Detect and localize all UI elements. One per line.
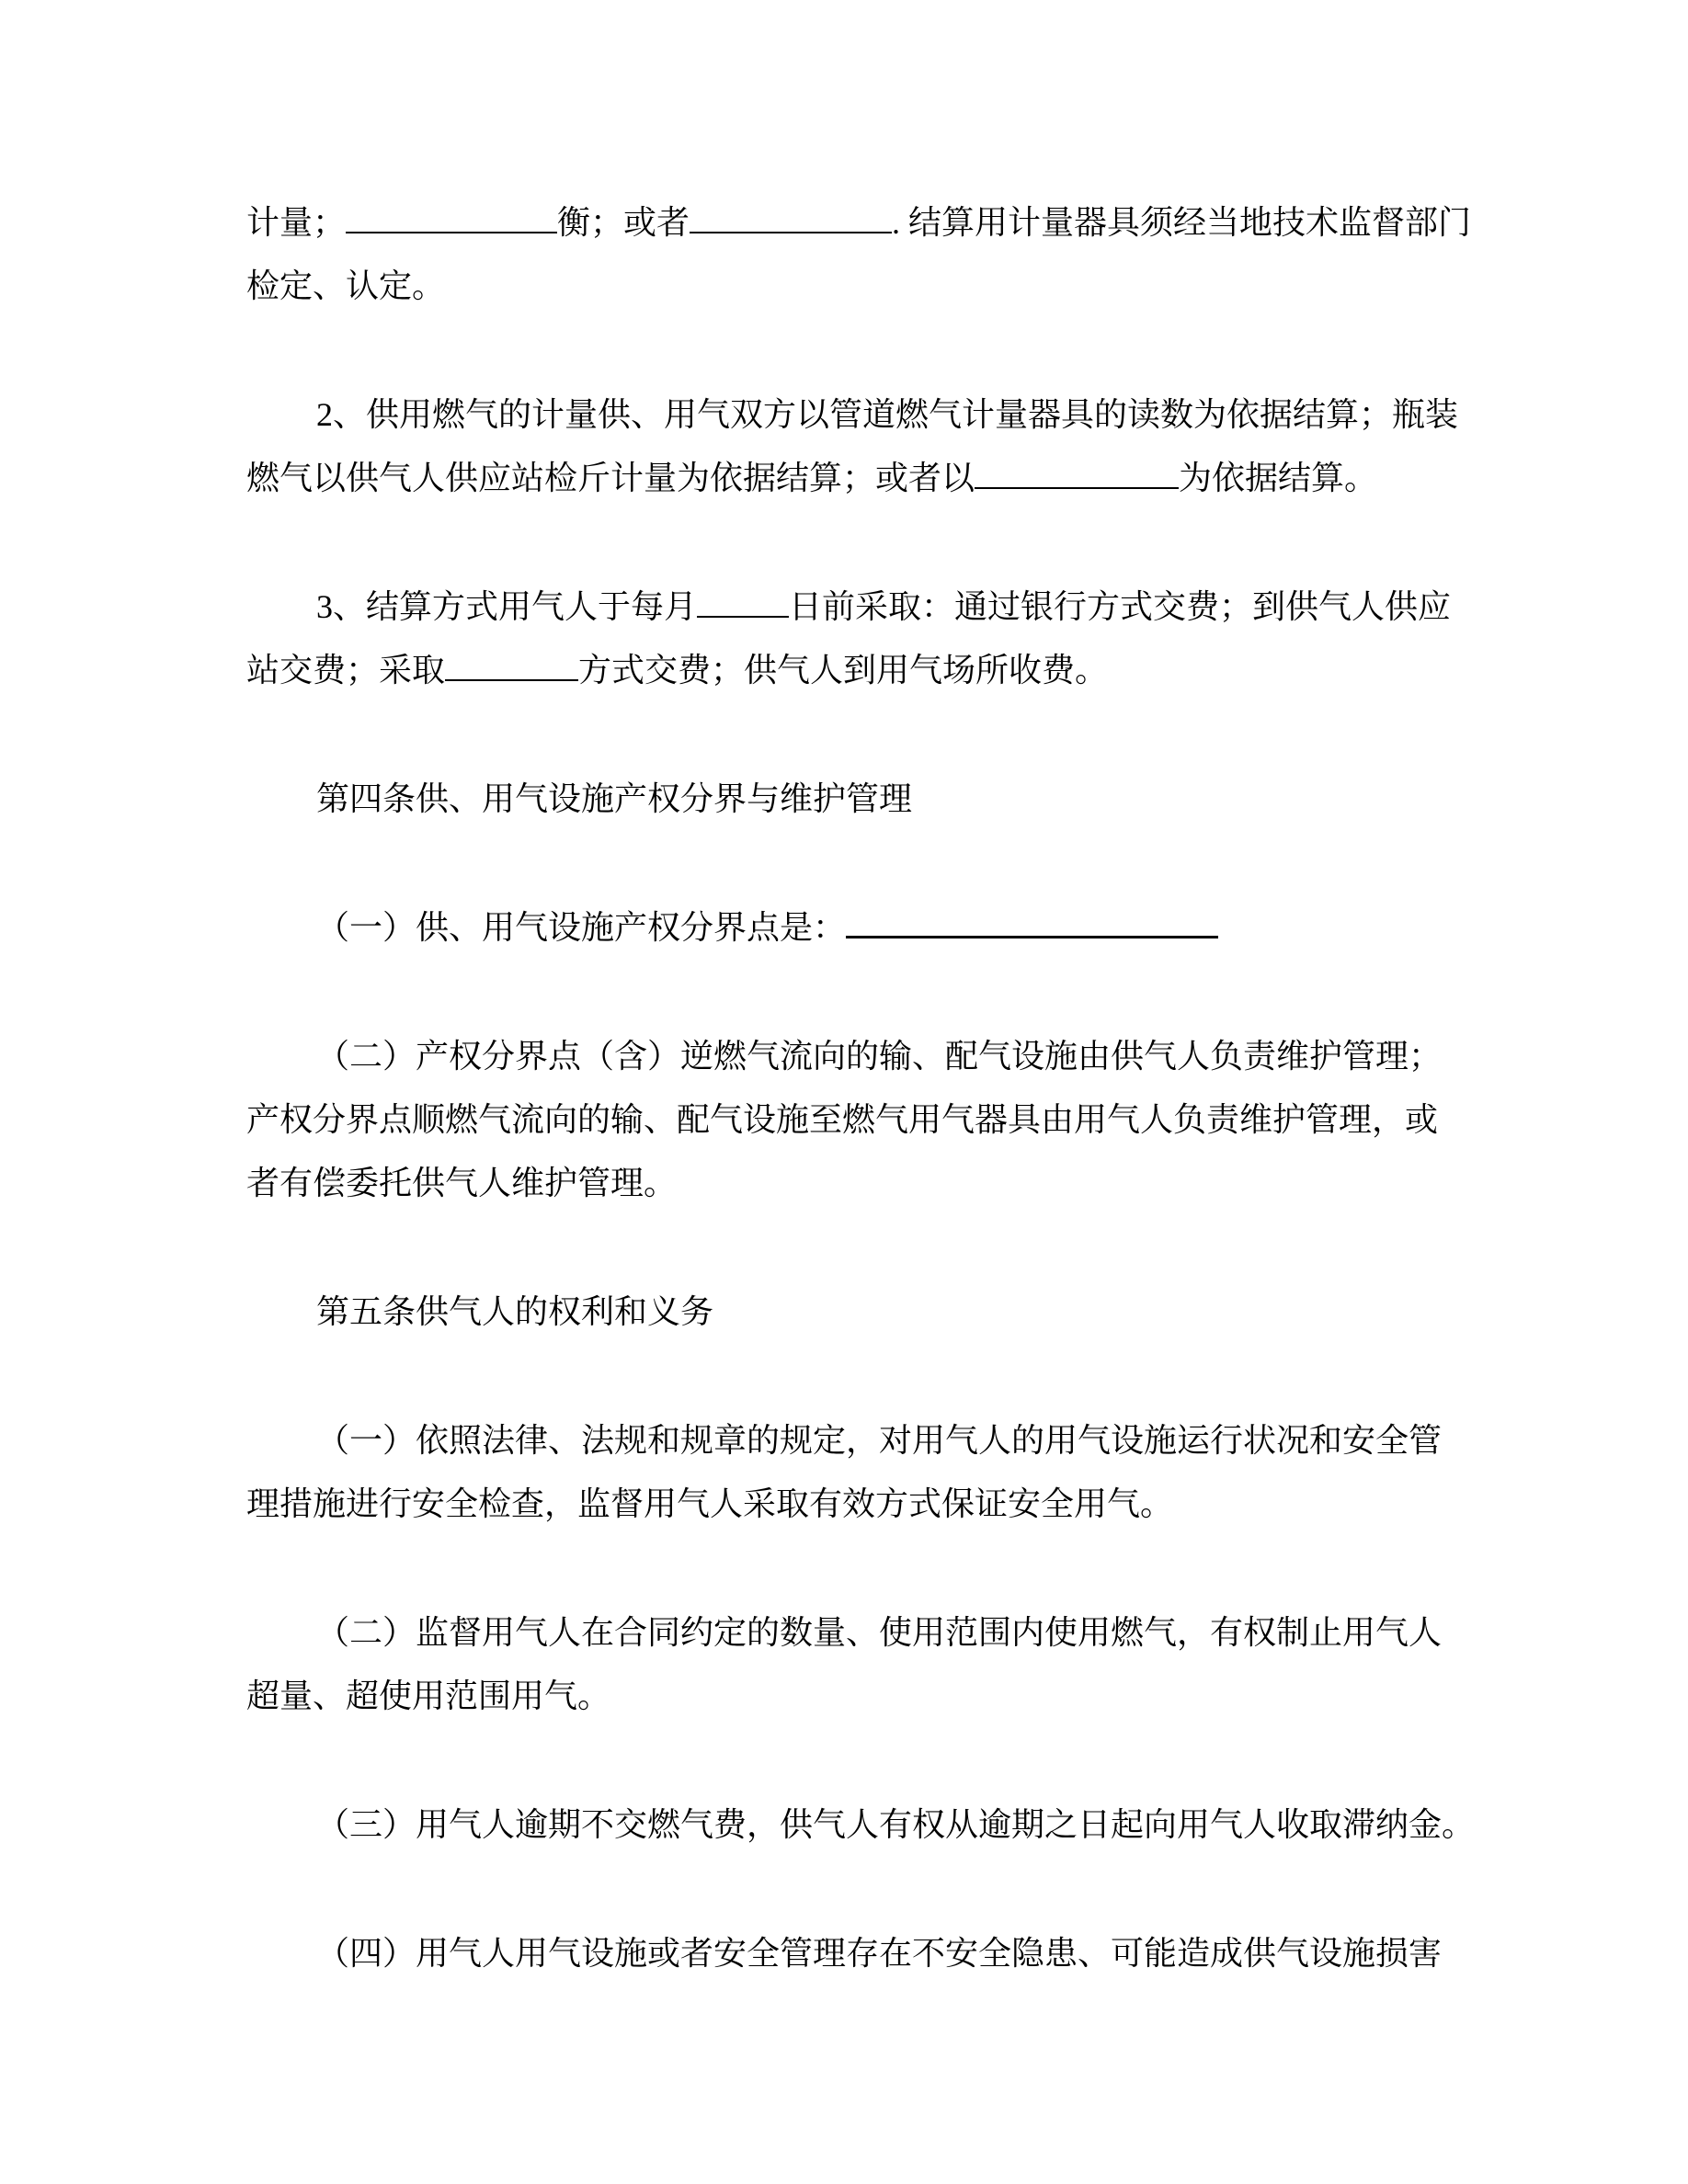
text-run: 为依据结算。: [1179, 460, 1378, 496]
para-article5-item-2: [246, 1601, 1443, 1728]
text-line: [246, 768, 1443, 831]
text-run: 者有偿委托供气人维护管理。: [246, 1165, 678, 1201]
text-line: [246, 447, 1443, 510]
text-line: [246, 1409, 1443, 1473]
text-run: （四）用气人用气设施或者安全管理存在不安全隐患、可能造成供气设施损害: [316, 1935, 1443, 1972]
text-run: （一）供、用气设施产权分界点是：: [316, 909, 847, 946]
text-line: [246, 191, 1472, 255]
text-line: [246, 1088, 1443, 1152]
text-line: [246, 1280, 1443, 1344]
text-run: （一）依照法律、法规和规章的规定，对用气人的用气设施运行状况和安全管: [316, 1422, 1443, 1459]
para-article4-item-2: [246, 1025, 1443, 1215]
para-article5-item-4: [246, 1922, 1443, 1985]
text-line: [246, 383, 1459, 447]
text-run: 燃气以供气人供应站检斤计量为依据结算；或者以: [246, 460, 975, 496]
text-run: 计量；: [246, 204, 347, 241]
text-line: [246, 575, 1452, 639]
text-line: [246, 1152, 1443, 1215]
text-run: 方式交费；供气人到用气场所收费。: [578, 652, 1109, 688]
text-run: 日前采取：通过银行方式交费；到供气人供应: [789, 588, 1452, 625]
para-article5-item-1: [246, 1409, 1443, 1536]
text-run: 产权分界点顺燃气流向的输、配气设施至燃气用气器具由用气人负责维护管理，或: [246, 1101, 1439, 1138]
text-line: [246, 896, 1443, 960]
text-line: [246, 1922, 1443, 1985]
heading-article-4: [246, 768, 1443, 831]
text-run: （二）监督用气人在合同约定的数量、使用范围内使用燃气，有权制止用气人: [316, 1614, 1443, 1651]
text-run: 第五条供气人的权利和义务: [316, 1293, 714, 1330]
text-run: 3、结算方式用气人于每月: [316, 588, 698, 625]
text-line: [246, 1665, 1443, 1728]
fill-in-blank: [697, 583, 789, 618]
text-run: . 结算用计量器具须经当地技术监督部门: [892, 204, 1472, 241]
fill-in-blank: [346, 199, 557, 233]
para-item-3-payment-method: [246, 575, 1452, 702]
text-line: [246, 1025, 1443, 1088]
text-line: [246, 255, 1443, 318]
text-run: 理措施进行安全检查，监督用气人采取有效方式保证安全用气。: [246, 1485, 1174, 1522]
text-line: [246, 639, 1443, 702]
text-run: 检定、认定。: [246, 267, 446, 304]
para-item-2-metering-settlement: [246, 383, 1459, 510]
heading-article-5: [246, 1280, 1443, 1344]
text-line: [246, 1473, 1443, 1536]
fill-in-blank: [690, 199, 892, 233]
para-metering-continuation: [246, 191, 1472, 318]
text-line: [246, 1601, 1443, 1665]
fill-in-blank: [975, 454, 1179, 489]
text-run: 超量、超使用范围用气。: [246, 1678, 611, 1714]
fill-in-blank: [445, 646, 578, 681]
para-article5-item-3: [246, 1793, 1476, 1857]
text-run: （二）产权分界点（含）逆燃气流向的输、配气设施由供气人负责维护管理；: [316, 1038, 1443, 1075]
text-run: （三）用气人逾期不交燃气费，供气人有权从逾期之日起向用气人收取滞纳金。: [316, 1806, 1476, 1843]
para-article4-item-1: [246, 896, 1443, 960]
text-run: 第四条供、用气设施产权分界与维护管理: [316, 780, 913, 817]
text-run: 衡；或者: [557, 204, 690, 241]
text-run: 站交费；采取: [246, 652, 446, 688]
fill-in-blank: [846, 903, 1218, 938]
text-run: 2、供用燃气的计量供、用气双方以管道燃气计量器具的读数为依据结算；瓶装: [316, 396, 1459, 433]
text-line: [246, 1793, 1476, 1857]
